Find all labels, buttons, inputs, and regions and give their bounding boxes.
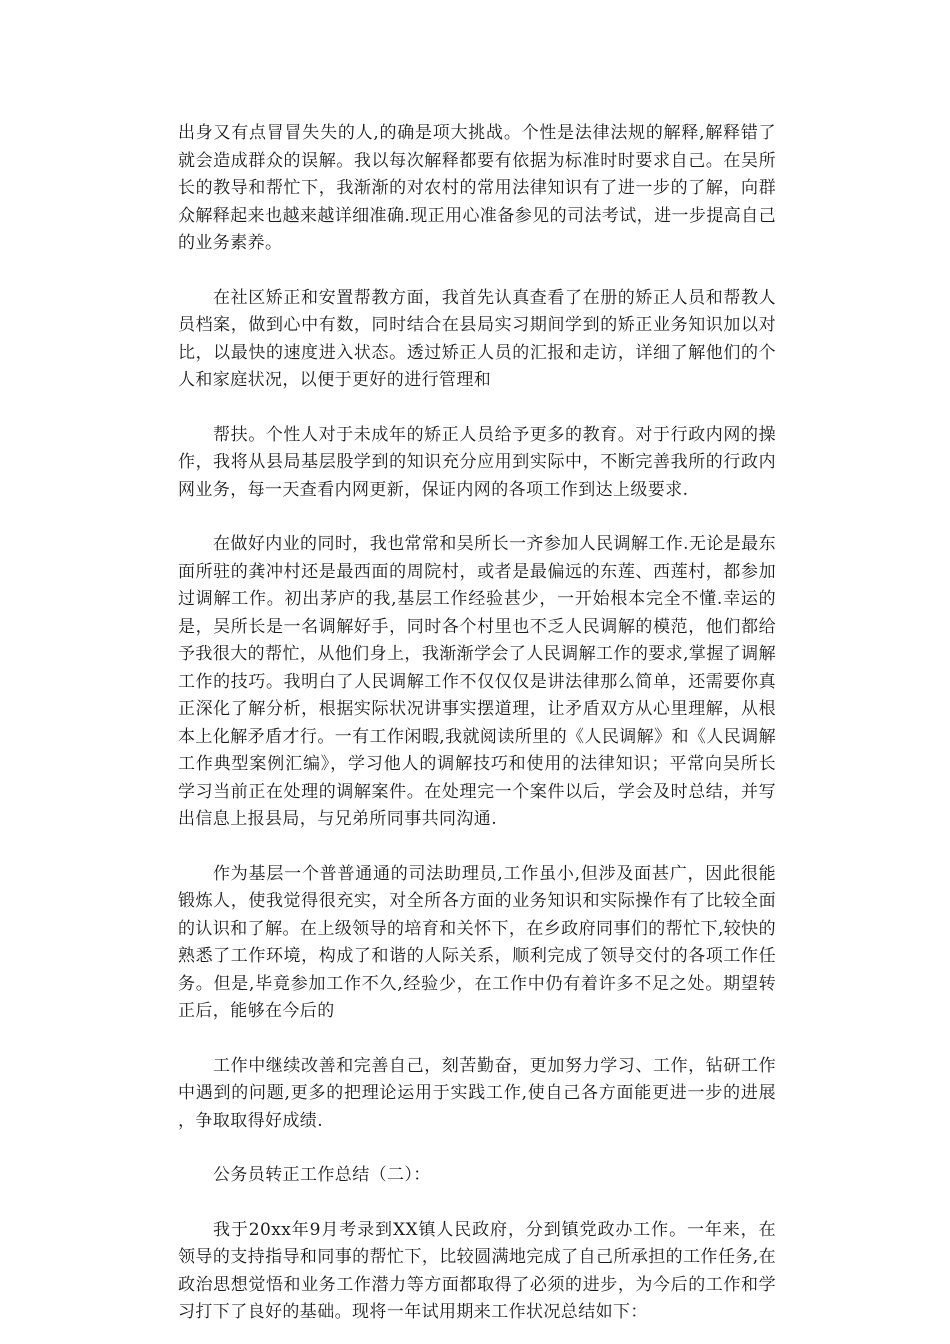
paragraph-6: 工作中继续改善和完善自己，刻苦勤奋，更加努力学习、工作，钻研工作中遇到的问题,更多的把理论运用于实践工作,使自己各方面能更进一步的进展，争取取得好成绩. <box>178 1055 776 1131</box>
section-heading: 公务员转正工作总结（二）： <box>213 1165 431 1185</box>
document-page <box>178 120 776 1327</box>
paragraph-5: 作为基层一个普普通通的司法助理员,工作虽小,但涉及面甚广，因此很能锻炼人，使我觉得很充实，对全所各方面的业务知识和实际操作有了比较全面的认识和了解。在上级领导的培育和关怀下，在乡政府同事们的帮忙下,较快的熟悉了工作环境，构成了和谐的人际关系，顺利完成了领导交付的各项工作任务。但是,毕竟参加工作不久,经验少，在工作中仍有着许多不足之处。期望转正后，能够在今后的 <box>178 863 776 1021</box>
paragraph-1: 出身又有点冒冒失失的人,的确是项大挑战。个性是法律法规的解释,解释错了就会造成群众的误解。我以每次解释都要有依据为标准时时要求自己。在吴所长的教导和帮忙下，我渐渐的对农村的常用法律知识有了进一步的了解，向群众解释起来也越来越详细准确.现正用心准备参见的司法考试，进一步提高自己的业务素养。 <box>178 123 776 253</box>
paragraph-2: 在社区矫正和安置帮教方面，我首先认真查看了在册的矫正人员和帮教人员档案，做到心中有数，同时结合在县局实习期间学到的矫正业务知识加以对比，以最快的速度进入状态。透过矫正人员的汇报和走访，详细了解他们的个人和家庭状况，以便于更好的进行管理和 <box>178 287 776 390</box>
paragraph-4: 在做好内业的同时，我也常常和吴所长一齐参加人民调解工作.无论是最东面所驻的龚冲村还是最西面的周院村，或者是最偏远的东莲、西莲村，都参加过调解工作。初出茅庐的我,基层工作经验甚少，一开始根本完全不懂.幸运的是，吴所长是一名调解好手，同时各个村里也不乏人民调解的模范，他们都给予我很大的帮忙，从他们身上，我渐渐学会了人民调解工作的要求,掌握了调解工作的技巧。我明白了人民调解工作不仅仅仅是讲法律那么简单，还需要你真正深化了解分析，根据实际状况讲事实摆道理，让矛盾双方从心里理解，从根本上化解矛盾才行。一有工作闲暇,我就阅读所里的《人民调解》和《人民调解工作典型案例汇编》，学习他人的调解技巧和使用的法律知识；平常向吴所长学习当前正在处理的调解案件。在处理完一个案件以后，学会及时总结，并写出信息上报县局，与兄弟所同事共同沟通. <box>178 534 776 829</box>
paragraph-3: 帮扶。个性人对于未成年的矫正人员给予更多的教育。对于行政内网的操作，我将从县局基层股学到的知识充分应用到实际中，不断完善我所的行政内网业务，每一天查看内网更新，保证内网的各项工作到达上级要求. <box>178 424 776 500</box>
paragraph-7: 我于20xx年9月考录到XX镇人民政府，分到镇党政办工作。一年来，在领导的支持指导和同事的帮忙下，比较圆满地完成了自己所承担的工作任务,在政治思想觉悟和业务工作潜力等方面都取得了必须的进步，为今后的工作和学习打下了良好的基础。现将一年试用期来工作状况总结如下： <box>178 1219 776 1322</box>
